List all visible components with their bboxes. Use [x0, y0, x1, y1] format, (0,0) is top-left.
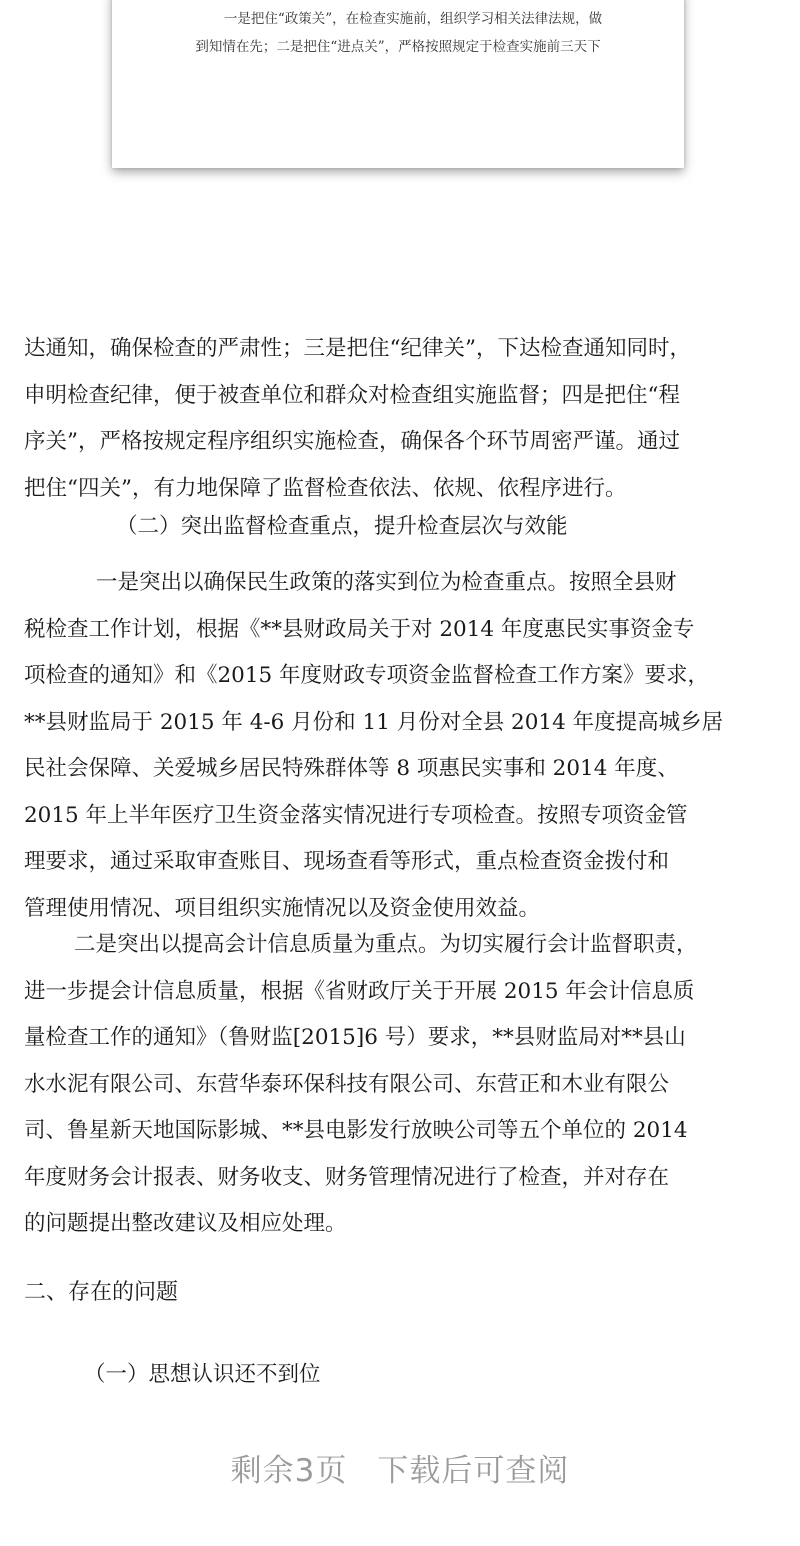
- section-heading-problems: 二、存在的问题: [24, 1280, 179, 1305]
- preview-page-card: [112, 0, 684, 168]
- text-line: 一是突出以确保民生政策的落实到位为检查重点。按照全县财: [96, 570, 677, 595]
- text-line: 税检查工作计划，根据《**县财政局关于对 2014 年度惠民实事资金专: [24, 616, 695, 642]
- text-line: 量检查工作的通知》（鲁财监[2015]6 号）要求，**县财监局对**县山: [24, 1025, 686, 1050]
- subheading-focus-points: （二）突出监督检查重点，提升检查层次与效能: [116, 514, 568, 539]
- text-line: 年度财务会计报表、财务收支、财务管理情况进行了检查，并对存在: [24, 1164, 670, 1190]
- preview-text-line: 一是把住“政策关”，在检查实施前，组织学习相关法律法规，做: [223, 11, 603, 27]
- download-action-label: 下载后可查阅: [377, 1453, 570, 1489]
- text-line: 序关”，严格按规定程序组织实施检查，确保各个环节周密严谨。通过: [24, 429, 680, 454]
- remaining-pages-label: 剩余3页: [230, 1453, 348, 1489]
- text-line: 项检查的通知》和《2015 年度财政专项资金监督检查工作方案》要求，: [24, 663, 710, 688]
- paragraph-four-checkpoints: [24, 326, 784, 512]
- paragraph-livelihood-policy: [24, 560, 784, 932]
- text-line: **县财监局于 2015 年 4-6 月份和 11 月份对全县 2014 年度提高城乡居: [24, 709, 724, 735]
- text-line: 申明检查纪律，便于被查单位和群众对检查组实施监督；四是把住“程: [24, 382, 680, 408]
- text-line: 二是突出以提高会计信息质量为重点。为切实履行会计监督职责，: [74, 932, 698, 957]
- text-line: 达通知，确保检查的严肃性；三是把住“纪律关”，下达检查通知同时，: [24, 336, 691, 361]
- text-line: 2015 年上半年医疗卫生资金落实情况进行专项检查。按照专项资金管: [24, 802, 688, 828]
- text-line: 民社会保障、关爱城乡居民特殊群体等 8 项惠民实事和 2014 年度、: [24, 756, 679, 781]
- text-line: 管理使用情况、项目组织实施情况以及资金使用效益。: [24, 895, 541, 921]
- text-line: 把住“四关”，有力地保障了监督检查依法、依规、依程序进行。: [24, 475, 627, 501]
- download-to-read-button[interactable]: [0, 1445, 800, 1490]
- preview-text-line: 到知情在先；二是把住“进点关”，严格按照规定于检查实施前三天下: [195, 39, 601, 55]
- text-line: 水水泥有限公司、东营华泰环保科技有限公司、东营正和木业有限公: [24, 1071, 670, 1097]
- text-line: 的问题提出整改建议及相应处理。: [24, 1211, 347, 1236]
- paragraph-accounting-quality: [24, 922, 784, 1248]
- text-line: 进一步提会计信息质量，根据《省财政厅关于开展 2015 年会计信息质: [24, 978, 695, 1004]
- subheading-awareness: （一）思想认识还不到位: [84, 1362, 321, 1387]
- text-line: 理要求，通过采取审查账目、现场查看等形式，重点检查资金拨付和: [24, 849, 670, 874]
- text-line: 司、鲁星新天地国际影城、**县电影发行放映公司等五个单位的 2014: [24, 1118, 688, 1143]
